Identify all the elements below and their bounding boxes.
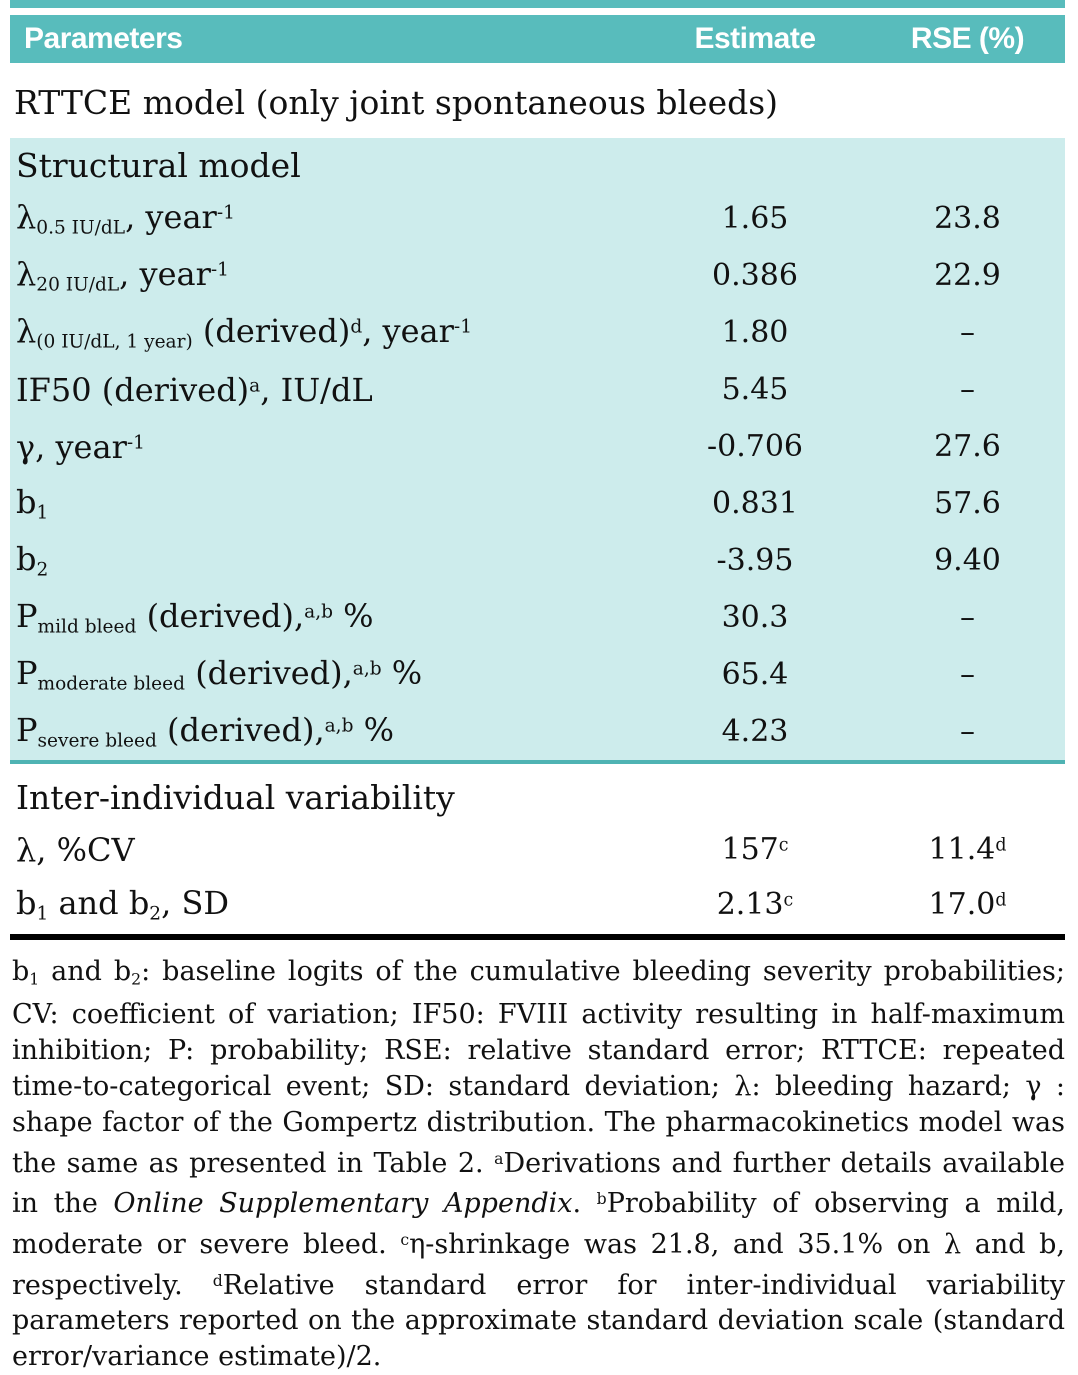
estimate-cell: -0.706 [706, 429, 804, 464]
column-header-estimate: Estimate [694, 22, 816, 55]
column-header-rse: RSE (%) [910, 22, 1025, 55]
table-row [10, 418, 1065, 475]
rse-cell: 9.40 [934, 543, 1001, 578]
estimate-cell: 4.23 [721, 714, 789, 749]
parameter-cell: γ, year$^{-1}$ [16, 427, 145, 466]
parameter-cell: $P_{mild bleed}$ (derived),$^{a,b}$ % [16, 597, 374, 638]
parameter-cell: $b_2$ [16, 540, 49, 581]
table-header-row [10, 15, 1065, 63]
model-group-title: RTTCE model (only joint spontaneous bleeds) [10, 63, 1065, 138]
table-body [10, 138, 1065, 932]
table-row [10, 589, 1065, 646]
estimate-cell: 1.80 [721, 315, 789, 350]
rse-cell: 27.6 [934, 429, 1001, 464]
estimate-cell: 30.3 [721, 600, 789, 635]
estimate-cell: -3.95 [716, 543, 794, 578]
rse-cell: – [960, 600, 975, 635]
table-section [10, 138, 1065, 764]
estimate-cell: 65.4 [721, 657, 789, 692]
section-title: Structural model [16, 146, 301, 185]
parameter-cell: $P_{severe bleed}$ (derived),$^{a,b}$ % [16, 711, 395, 752]
parameter-cell: $b_1$ [16, 483, 49, 524]
estimate-cell: 157$^c$ [721, 832, 789, 867]
parameter-cell: λ, %CV [16, 830, 135, 869]
table-section [10, 764, 1065, 932]
section-title: Inter-individual variability [16, 778, 455, 817]
estimate-cell: 1.65 [721, 201, 789, 236]
estimate-cell: 5.45 [721, 372, 789, 407]
table-row [10, 646, 1065, 703]
rse-cell: – [960, 372, 975, 407]
table-row [10, 361, 1065, 418]
table-row [10, 190, 1065, 247]
parameter-cell: $b_1$ and $b_2$, SD [16, 884, 230, 925]
parameter-cell: $\lambda_{(0 IU/dL, 1 year)}$ (derived)$^d$, year$^{-1}$ [16, 312, 472, 353]
rse-cell: 23.8 [934, 201, 1001, 236]
table-row [10, 877, 1065, 932]
parameter-cell: $\lambda_{0.5 IU/dL}$, year$^{-1}$ [16, 198, 235, 239]
rse-cell: 11.4$^d$ [928, 832, 1007, 867]
rse-cell: 57.6 [934, 486, 1001, 521]
estimate-cell: 0.386 [712, 258, 798, 293]
rse-cell: 22.9 [934, 258, 1001, 293]
rse-cell: 17.0$^d$ [928, 887, 1007, 922]
header-gap [10, 8, 1065, 15]
table-top-border [10, 0, 1065, 8]
footnote-text: $b_1$ and $b_2$: baseline logits of the cumulative bleeding severity probabilities; CV: coefficient of variation; IF50: FVIII activity resulting in half-maximum inhibition; P: probability; RSE: relative standard error; RTTCE: repeated time-to-categorical event; SD: standard deviation; λ: bleeding hazard; γ : shape factor of the Gompertz distribution. The pharmacokinetics model was the same as presented in Table 2. $^a$Derivations and further details available in the Online Supplementary Appendix. $^b$Probability of observing a mild, moderate or severe bleed. $^c$η-shrinkage was 21.8, and 35.1% on λ and b, respectively. $^d$Relative standard error for inter-individual variability parameters reported on the approximate standard deviation scale (standard error/variance estimate)/2. [12, 956, 1065, 1372]
table-row [10, 475, 1065, 532]
column-header-parameters: Parameters [24, 22, 183, 55]
parameter-cell: $\lambda_{20 IU/dL}$, year$^{-1}$ [16, 255, 229, 296]
table-row [10, 247, 1065, 304]
table-row [10, 822, 1065, 877]
table-row [10, 703, 1065, 760]
estimate-cell: 0.831 [712, 486, 798, 521]
table-row [10, 304, 1065, 361]
rse-cell: – [960, 714, 975, 749]
parameter-cell: IF50 (derived)$^a$, IU/dL [16, 370, 373, 409]
parameter-cell: $P_{moderate bleed}$ (derived),$^{a,b}$ % [16, 654, 423, 695]
rse-cell: – [960, 657, 975, 692]
table-row [10, 532, 1065, 589]
rse-cell: – [960, 315, 975, 350]
estimate-cell: 2.13$^c$ [716, 887, 794, 922]
